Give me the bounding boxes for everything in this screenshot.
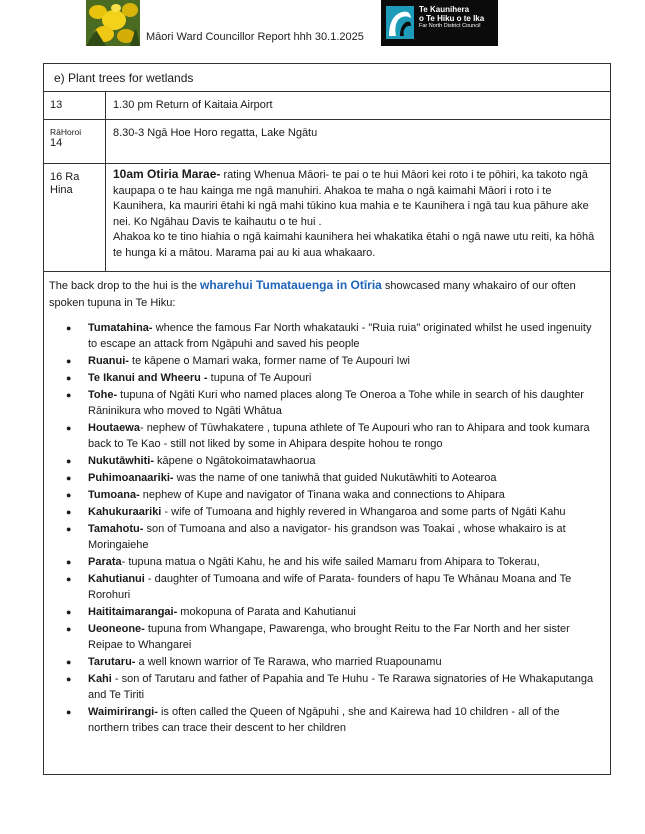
day-number: 14 bbox=[50, 137, 63, 149]
date-cell bbox=[44, 120, 106, 163]
bullet-icon: ● bbox=[66, 624, 72, 635]
otiria-para-1: rating Whenua Māori- te pai o te hui Māori kei roto i te pōhiri, ka takoto ngā kaupapa o te hau kainga me ngā manuhiri. Ahakoa te maha o ngā kaimahi Māori i roto i te Kaunihera, ka mauriri ētahi ki ngā mahi tūkino kua mahia e te Kaunihera i ngā tau kua pāhure ake nei. Ko Ngāhau Davis te kaihautu o te hui . bbox=[113, 169, 589, 228]
event-cell bbox=[106, 120, 610, 163]
tupuna-name: Waimirirangi- bbox=[88, 706, 158, 719]
section-heading: e) Plant trees for wetlands bbox=[54, 71, 194, 85]
bullet-icon: ● bbox=[66, 323, 72, 333]
tupuna-description: whence the famous Far North whakatauki - "Ruia ruia" originated whilst he used ingenuity to escape an attack from Ngāpuhi and saved his people bbox=[88, 322, 592, 350]
bullet-icon: ● bbox=[66, 355, 72, 366]
tupuna-name: Tohe- bbox=[88, 389, 118, 402]
backdrop-text-after: showcased many whakairo of our often spoken tupuna in Te Hiku: bbox=[49, 280, 576, 309]
tupuna-list-item bbox=[49, 454, 597, 470]
council-logo-line-1: Te Kaunihera bbox=[419, 5, 470, 14]
tupuna-name: Houtaewa bbox=[88, 421, 140, 434]
date-line-2: Hina bbox=[50, 184, 73, 196]
tupuna-list-item bbox=[49, 572, 597, 603]
bullet-icon: ● bbox=[66, 524, 72, 535]
far-north-district-council-logo bbox=[381, 0, 498, 46]
tupuna-description: - nephew of Tūwhakatere , tupuna athlete of Te Aupouri who ran to Ahipara and took kumara back to Te Kao - still not liked by some in Ahipara despite hohou te rongo bbox=[88, 421, 590, 450]
tupuna-name: Tumoana- bbox=[88, 489, 140, 502]
tupuna-list-item bbox=[49, 522, 597, 553]
agenda-row bbox=[44, 92, 610, 120]
otiria-para-2: Ahakoa ko te tino hiahia o ngā kaimahi kaunihera hei whakatika ētahi o ngā nawe utu reiti, ka hōhā te hunga ki a mātou. Marama pai au ki aua whakaaro. bbox=[113, 231, 595, 259]
date-line-1: 16 Ra bbox=[50, 171, 80, 183]
bullet-icon: ● bbox=[66, 490, 72, 501]
agenda-row-otiria bbox=[44, 164, 610, 272]
tupuna-description: nephew of Kupe and navigator of Tinana waka and connections to Ahipara bbox=[139, 489, 505, 502]
tupuna-name: Puhimoanaariki- bbox=[88, 471, 174, 484]
bullet-icon: ● bbox=[66, 707, 72, 718]
section-heading-row bbox=[44, 64, 610, 92]
bullet-icon: ● bbox=[66, 422, 72, 433]
tupuna-name: Tumatahina- bbox=[88, 322, 153, 334]
tupuna-list-item bbox=[49, 371, 597, 387]
date-cell bbox=[44, 164, 106, 271]
tupuna-description: son of Tumoana and also a navigator- his grandson was Toakai , whose whakairo is at Moringaiehe bbox=[88, 523, 566, 552]
bullet-icon: ● bbox=[66, 607, 72, 618]
tupuna-list-item bbox=[49, 354, 597, 370]
tupuna-name: Ueoneone- bbox=[88, 623, 145, 636]
tupuna-description: a well known warrior of Te Rarawa, who married Ruapounamu bbox=[135, 656, 442, 669]
backdrop-text-before: The back drop to the hui is the bbox=[49, 280, 201, 292]
tupuna-name: Kahi bbox=[88, 673, 112, 686]
tupuna-name: Tamahotu- bbox=[88, 523, 144, 536]
tupuna-list-item bbox=[49, 421, 597, 452]
tupuna-list-item bbox=[49, 655, 597, 671]
tupuna-name: Te Ikanui and Wheeru - bbox=[88, 371, 208, 384]
tupuna-list-item bbox=[49, 505, 597, 521]
otiria-lead: 10am Otiria Marae- bbox=[113, 167, 221, 181]
tupuna-name: Parata bbox=[88, 556, 122, 569]
tupuna-description: mokopuna of Parata and Kahutianui bbox=[177, 606, 356, 619]
tupuna-list-item bbox=[49, 672, 597, 703]
tupuna-description: - daughter of Tumoana and wife of Parata- founders of hapu Te Whānau Moana and Te Rorohuri bbox=[88, 573, 572, 602]
council-emblem-icon bbox=[386, 6, 414, 39]
tupuna-description: - son of Tarutaru and father of Papahia and Te Huhu - Te Rarawa signatories of He Whakaputanga and Te Tiriti bbox=[88, 673, 594, 701]
council-logo-line-3: Far North District Council bbox=[419, 23, 481, 29]
event-cell bbox=[106, 92, 610, 119]
report-title: Māori Ward Councillor Report hhh 30.1.2025 bbox=[146, 31, 364, 43]
event-text: 1.30 pm Return of Kaitaia Airport bbox=[113, 99, 273, 111]
bullet-icon: ● bbox=[66, 657, 72, 668]
otiria-description bbox=[113, 167, 601, 261]
bullet-icon: ● bbox=[66, 390, 72, 401]
kowhai-flower-image bbox=[86, 0, 140, 46]
report-frame bbox=[43, 63, 611, 775]
tupuna-list-item bbox=[49, 705, 597, 736]
tupuna-list-item bbox=[49, 605, 597, 621]
bullet-icon: ● bbox=[66, 507, 72, 518]
bullet-icon: ● bbox=[66, 557, 72, 568]
agenda-row bbox=[44, 120, 610, 164]
report-header bbox=[0, 0, 645, 56]
tupuna-description: is often called the Queen of Ngāpuhi , she and Kairewa had 10 children - all of the northern tribes can trace their descent to her children bbox=[88, 706, 560, 734]
tupuna-list-item bbox=[49, 488, 597, 504]
date-cell bbox=[44, 92, 106, 119]
tupuna-list-item bbox=[49, 388, 597, 419]
tupuna-list-item bbox=[49, 471, 597, 487]
bullet-icon: ● bbox=[66, 472, 72, 483]
bullet-icon: ● bbox=[66, 674, 72, 685]
tupuna-description: - tupuna matua o Ngāti Kahu, he and his wife sailed Mamaru from Ahipara to Tokerau, bbox=[121, 556, 540, 569]
tupuna-list-item bbox=[49, 321, 597, 352]
date-label: 13 bbox=[50, 99, 63, 111]
wharehui-highlight: wharehui Tumatauenga in Otīria bbox=[200, 278, 382, 292]
bullet-icon: ● bbox=[66, 455, 72, 466]
tupuna-name: Nukutāwhiti- bbox=[88, 454, 154, 467]
tupuna-name: Kahutianui bbox=[88, 573, 145, 586]
bullet-icon: ● bbox=[66, 372, 72, 383]
date-label bbox=[50, 127, 81, 150]
tupuna-name: Haititaimarangai- bbox=[88, 606, 178, 619]
tupuna-list-item bbox=[49, 622, 597, 653]
tupuna-description: tupuna of Te Aupouri bbox=[207, 371, 312, 384]
backdrop-paragraph bbox=[49, 277, 594, 311]
tupuna-description: tupuna of Ngāti Kuri who named places along Te Oneroa a Tohe while in search of his daughter Rāninikura who moved to Ngāti Whātua bbox=[88, 389, 584, 417]
tupuna-description: kāpene o Ngātokoimatawhaorua bbox=[154, 454, 316, 467]
tupuna-description: was the name of one taniwhā that guided Nukutāwhiti to Aotearoa bbox=[173, 471, 497, 484]
tupuna-list bbox=[49, 321, 597, 738]
tupuna-list-item bbox=[49, 555, 597, 571]
tupuna-description: te kāpene o Mamari waka, former name of Te Aupouri Iwi bbox=[128, 354, 410, 367]
event-text: 8.30-3 Ngā Hoe Horo regatta, Lake Ngātu bbox=[113, 127, 318, 139]
event-cell bbox=[106, 164, 610, 271]
tupuna-description: - wife of Tumoana and highly revered in Whangaroa and some parts of Ngāti Kahu bbox=[161, 506, 566, 519]
tupuna-name: Tarutaru- bbox=[88, 656, 136, 669]
date-label bbox=[50, 171, 79, 197]
day-name: RāHoroi bbox=[50, 127, 82, 137]
council-logo-line-2: o Te Hiku o te Ika bbox=[419, 14, 485, 23]
tupuna-name: Ruanui- bbox=[88, 354, 129, 367]
bullet-icon: ● bbox=[66, 574, 72, 585]
tupuna-description: tupuna from Whangape, Pawarenga, who brought Reitu to the Far North and her sister Reipae to Whangarei bbox=[88, 623, 570, 651]
tupuna-name: Kahukuraariki bbox=[88, 506, 162, 519]
